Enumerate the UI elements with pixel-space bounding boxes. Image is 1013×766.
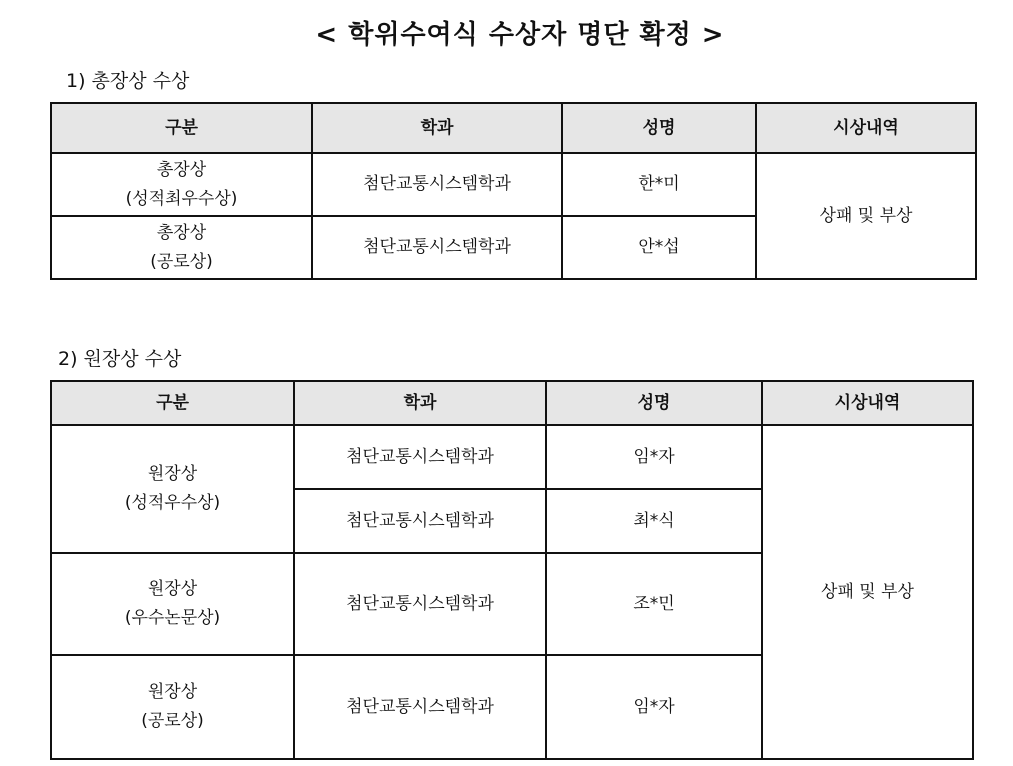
award-cell: 상패 및 부상 [756,153,976,279]
name-cell: 안*섭 [562,216,756,279]
category-name: 총장상 [156,222,207,243]
name-cell: 최*식 [546,489,762,553]
category-cell [51,655,294,759]
department-cell: 첨단교통시스템학과 [294,655,546,759]
section-heading-president-award: 1) 총장상 수상 [66,70,190,92]
category-type: (공로상) [150,251,213,272]
name-cell: 임*자 [546,425,762,489]
department-cell: 첨단교통시스템학과 [294,489,546,553]
director-award-table [50,380,974,760]
department-cell: 첨단교통시스템학과 [294,425,546,489]
category-type: (우수논문상) [124,608,221,628]
name-cell: 조*민 [546,553,762,655]
category-type: (성적최우수상) [125,188,238,209]
category-name: 원장상 [147,682,198,703]
department-cell: 첨단교통시스템학과 [312,216,562,279]
column-header-award: 시상내역 [762,381,973,425]
table-header-row [51,381,973,425]
president-award-table [50,102,977,280]
page-title: < 학위수여식 수상자 명단 확정 > [315,20,725,50]
name-cell: 한*미 [562,153,756,216]
department-cell: 첨단교통시스템학과 [312,153,562,216]
category-name: 원장상 [147,579,198,600]
table-row [51,153,976,216]
department-cell: 첨단교통시스템학과 [294,553,546,655]
table-row [51,425,973,489]
name-cell: 임*자 [546,655,762,759]
column-header-department: 학과 [312,103,562,153]
category-cell [51,425,294,553]
table-header-row [51,103,976,153]
category-name: 총장상 [156,159,207,180]
category-cell [51,216,312,279]
column-header-category: 구분 [51,103,312,153]
column-header-award: 시상내역 [756,103,976,153]
column-header-name: 성명 [546,381,762,425]
category-cell [51,153,312,216]
category-type: (성적우수상) [124,493,221,513]
category-name: 원장상 [147,464,198,485]
category-type: (공로상) [141,711,204,731]
category-cell [51,553,294,655]
section-heading-director-award: 2) 원장상 수상 [58,348,182,370]
column-header-department: 학과 [294,381,546,425]
award-cell: 상패 및 부상 [762,425,973,759]
column-header-category: 구분 [51,381,294,425]
column-header-name: 성명 [562,103,756,153]
